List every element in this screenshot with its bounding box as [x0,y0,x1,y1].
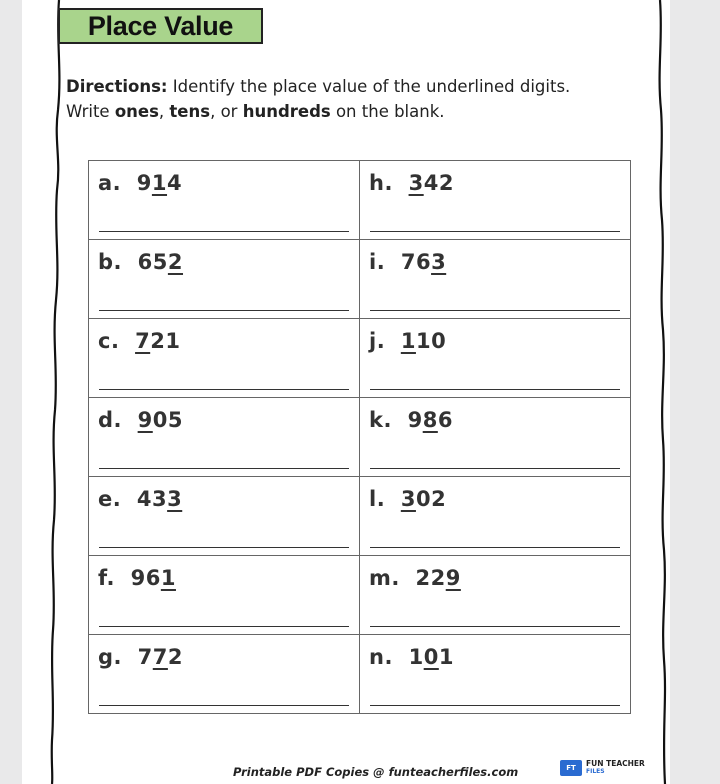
problem-letter: c. [98,329,120,353]
problem-label [369,250,446,274]
digit: 9 [130,566,146,590]
problem-cell [360,635,631,714]
problem-letter: g. [98,645,123,669]
problem-letter: f. [98,566,115,590]
problem-number [401,487,446,511]
problem-label [369,566,461,590]
digit: 0 [431,329,447,353]
digit: 4 [423,171,439,195]
problem-label [98,171,182,195]
problem-cell [89,161,360,240]
digit: 6 [437,408,453,432]
digit: 7 [137,645,153,669]
answer-blank[interactable] [99,705,349,706]
problem-cell [360,319,631,398]
answer-blank[interactable] [370,468,620,469]
problem-letter: d. [98,408,123,432]
directions-sep1: , [158,102,170,121]
logo-mark-icon: FT [560,760,582,776]
logo-line1: FUN TEACHER [586,759,645,768]
underlined-digit: 0 [423,645,439,669]
answer-blank[interactable] [99,468,349,469]
digit: 6 [137,250,153,274]
digit: 0 [152,408,168,432]
grid-row [89,398,631,477]
underlined-digit: 3 [431,250,447,274]
problem-label [98,329,180,353]
grid-row [89,319,631,398]
digit: 2 [167,645,184,669]
grid-row [89,161,631,240]
problem-cell [89,477,360,556]
digit: 0 [415,487,432,511]
digit: 7 [400,250,416,274]
digit: 3 [151,487,168,511]
problem-label [98,566,176,590]
digit: 4 [167,171,183,195]
problem-label [98,408,183,432]
problem-number [137,487,182,511]
answer-blank[interactable] [99,547,349,548]
digit: 1 [408,645,424,669]
underlined-digit: 3 [400,487,416,511]
problem-label [369,329,446,353]
digit: 5 [152,250,168,274]
directions-end: on the blank. [330,102,445,121]
underlined-digit: 8 [422,408,438,432]
digit: 4 [136,487,152,511]
answer-blank[interactable] [99,626,349,627]
problem-number [138,250,183,274]
grid-row [89,635,631,714]
digit: 2 [415,566,431,590]
answer-blank[interactable] [370,389,620,390]
digit: 2 [430,566,446,590]
problem-label [98,487,182,511]
underlined-digit: 9 [137,408,153,432]
logo-line2: FILES [586,768,605,775]
problem-label [369,171,454,195]
underlined-digit: 1 [160,566,176,590]
underlined-digit: 7 [135,329,151,353]
grid-row [89,477,631,556]
directions-tens: tens [169,102,211,121]
problem-letter: i. [369,250,386,274]
underlined-digit: 7 [152,645,168,669]
answer-blank[interactable] [370,231,620,232]
directions-ones: ones [114,102,159,121]
answer-blank[interactable] [370,547,620,548]
problem-number [401,329,446,353]
digit: 2 [150,329,166,353]
underlined-digit: 1 [400,329,416,353]
problem-letter: j. [369,329,386,353]
underlined-digit: 3 [408,171,424,195]
problem-letter: l. [369,487,386,511]
digit: 2 [438,171,454,195]
problem-letter: m. [369,566,400,590]
grid-row [89,240,631,319]
footer-text: Printable PDF Copies @ funteacherfiles.com [233,765,519,779]
problem-letter: k. [369,408,392,432]
worksheet-title-box [58,8,263,44]
problem-number [408,408,453,432]
underlined-digit: 1 [151,171,168,195]
problem-number [135,329,180,353]
answer-blank[interactable] [370,626,620,627]
worksheet-title: Place Value [87,10,234,41]
problem-label [98,645,183,669]
problem-letter: b. [98,250,123,274]
problem-cell [89,556,360,635]
answer-blank[interactable] [370,310,620,311]
problem-cell [360,240,631,319]
digit: 6 [415,250,432,274]
problem-letter: n. [369,645,393,669]
digit: 1 [415,329,432,353]
directions-sep2: , or [210,102,243,121]
problem-cell [89,398,360,477]
directions-label: Directions: [66,77,168,96]
digit: 5 [167,408,184,432]
problem-number [409,645,454,669]
problem-number [131,566,176,590]
digit: 1 [438,645,454,669]
problem-label [369,645,454,669]
problem-cell [360,477,631,556]
digit: 6 [145,566,161,590]
problem-cell [89,240,360,319]
answer-grid [88,160,631,714]
problem-label [369,408,453,432]
underlined-digit: 2 [167,250,184,274]
problem-cell [360,161,631,240]
problem-number [409,171,454,195]
problem-cell [89,319,360,398]
problem-number [137,171,182,195]
digit: 9 [136,171,152,195]
digit: 2 [431,487,447,511]
problem-number [138,408,183,432]
digit: 9 [407,408,423,432]
problem-letter: h. [369,171,393,195]
problem-cell [360,398,631,477]
problem-number [415,566,460,590]
problem-label [369,487,446,511]
directions-text-2: Write [66,102,115,121]
underlined-digit: 3 [167,487,183,511]
answer-blank[interactable] [99,310,349,311]
directions [66,74,666,124]
problem-label [98,250,183,274]
answer-blank[interactable] [99,389,349,390]
directions-hundreds: hundreds [242,102,331,121]
directions-text: Identify the place value of the underlined digits. [167,77,571,96]
problem-number [401,250,446,274]
problem-cell [89,635,360,714]
logo-text [586,760,645,776]
answer-blank[interactable] [99,231,349,232]
grid-row [89,556,631,635]
fun-teacher-files-logo [560,760,645,776]
problem-letter: e. [98,487,122,511]
answer-blank[interactable] [370,705,620,706]
underlined-digit: 9 [445,566,461,590]
digit: 1 [165,329,181,353]
problem-cell [360,556,631,635]
problem-number [138,645,183,669]
problem-letter: a. [98,171,122,195]
